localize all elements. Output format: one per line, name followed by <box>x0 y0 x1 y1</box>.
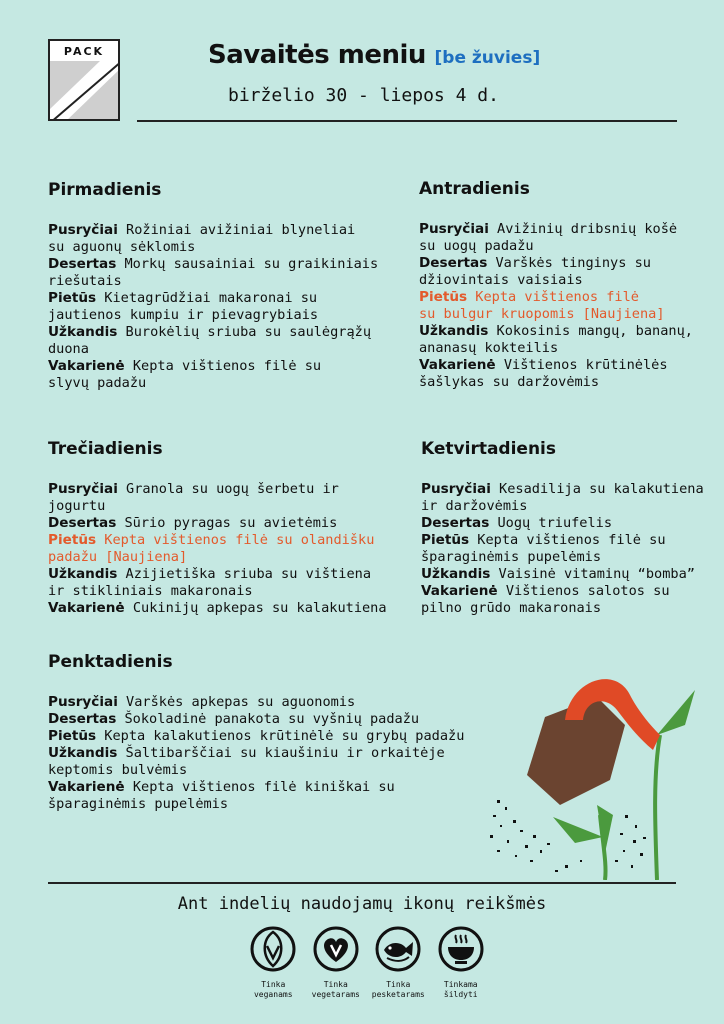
meal-label: Pietūs <box>48 728 97 744</box>
meal-text: slyvų padažu <box>48 375 147 391</box>
day-tuesday <box>419 179 693 391</box>
meal-line <box>48 549 387 566</box>
meal-line <box>48 711 464 728</box>
meal-label: Pusryčiai <box>48 481 118 497</box>
meal-line <box>419 255 693 272</box>
legend-item-pescatarian <box>367 926 430 1000</box>
meal-text: ir daržovėmis <box>421 498 528 514</box>
meal-label: Užkandis <box>419 323 489 339</box>
meal-line <box>419 272 693 289</box>
meal-text: ir stikliniais makaronais <box>48 583 253 599</box>
meal-line <box>48 694 464 711</box>
meal-line <box>419 221 693 238</box>
meal-line <box>48 728 464 745</box>
meal-line <box>419 323 693 340</box>
meal-text: Avižinių dribsnių košė <box>497 221 678 237</box>
meal-text: su uogų padažu <box>419 238 534 254</box>
meal-line <box>48 515 387 532</box>
legend-label-vegetarian: Tinka vegetarams <box>311 980 360 999</box>
meal-label: Pusryčiai <box>421 481 491 497</box>
meal-text: šašlykas su daržovėmis <box>419 374 600 390</box>
meal-line <box>48 375 378 392</box>
meal-text: Varškės tinginys su <box>495 255 651 271</box>
meal-text: Kepta vištienos filė su olandišku <box>104 532 375 548</box>
meal-text: Vištienos salotos su <box>505 583 670 599</box>
meal-line <box>419 357 693 374</box>
meal-text: šparaginėmis pupelėmis <box>48 796 229 812</box>
meal-label: Pusryčiai <box>419 221 489 237</box>
meal-text: Kepta vištienos filė <box>475 289 639 305</box>
meal-text: Kepta kalakutienos krūtinėlė su grybų padažu <box>104 728 465 744</box>
meal-line <box>419 374 693 391</box>
meal-line <box>421 498 704 515</box>
legend-label-vegan: Tinka veganams <box>253 980 293 999</box>
meal-line <box>419 289 693 306</box>
meal-text: pilno grūdo makaronais <box>421 600 602 616</box>
meal-text: Granola su uogų šerbetu ir <box>126 481 339 497</box>
meal-label: Vakarienė <box>48 600 125 616</box>
meal-line <box>421 481 704 498</box>
meal-text: Azijietiška sriuba su vištiena <box>125 566 372 582</box>
meal-line <box>421 515 704 532</box>
meal-line <box>48 324 378 341</box>
vegetarian-heart-icon <box>313 926 359 972</box>
meal-line <box>48 532 387 549</box>
meal-label: Užkandis <box>48 745 118 761</box>
meal-text: Rožiniai avižiniai blyneliai <box>126 222 356 238</box>
meal-text: riešutais <box>48 273 122 289</box>
meal-label: Pietūs <box>48 532 97 548</box>
meal-line <box>48 256 378 273</box>
meal-line <box>419 306 693 323</box>
meal-line <box>48 358 378 375</box>
meal-label: Desertas <box>48 515 117 531</box>
legend-label-heatable: Tinkama šildyti <box>443 980 478 999</box>
legend-divider <box>48 882 676 884</box>
meal-text: džiovintais vaisiais <box>419 272 583 288</box>
title-text: Savaitės meniu <box>208 40 426 70</box>
meal-text: Sūrio pyragas su avietėmis <box>124 515 338 531</box>
meal-text: Kepta vištienos filė su <box>132 358 322 374</box>
meal-text: Vištienos krūtinėlės <box>503 357 668 373</box>
meal-line <box>48 481 387 498</box>
meal-label: Vakarienė <box>421 583 498 599</box>
legend-title: Ant indelių naudojamų ikonų reikšmės <box>177 894 547 914</box>
meal-line <box>48 745 464 762</box>
meal-text: Vaisinė vitaminų “bomba” <box>498 566 695 582</box>
meal-line <box>421 566 704 583</box>
meal-label: Vakarienė <box>48 358 125 374</box>
meal-label: Vakarienė <box>419 357 496 373</box>
meal-line <box>421 549 704 566</box>
meal-line <box>48 273 378 290</box>
meal-text: Cukinijų apkepas su kalakutiena <box>132 600 387 616</box>
meal-label: Pietūs <box>48 290 97 306</box>
meal-text: Burokėlių sriuba su saulėgrąžų <box>125 324 372 340</box>
meal-text: Šokoladinė panakota su vyšnių padažu <box>124 711 420 727</box>
page-title <box>208 40 540 70</box>
date-range: birželio 30 - liepos 4 d. <box>228 85 499 106</box>
logo-text: PACK <box>63 45 105 58</box>
meal-text: su bulgur kruopomis [Naujiena] <box>419 306 665 322</box>
logo-stripes-icon <box>50 61 120 121</box>
meal-text: Varškės apkepas su aguonomis <box>126 694 356 710</box>
meal-text: ananasų kokteilis <box>419 340 559 356</box>
vegan-leaf-icon <box>250 926 296 972</box>
meal-label: Desertas <box>48 711 117 727</box>
day-heading: Trečiadienis <box>48 439 163 459</box>
meal-text: jautienos kumpiu ir pievagrybiais <box>48 307 319 323</box>
legend-item-heatable <box>430 926 493 1000</box>
fish-icon <box>375 926 421 972</box>
meal-line <box>419 238 693 255</box>
meal-line <box>48 239 378 256</box>
day-monday <box>48 180 378 392</box>
meal-line <box>48 796 464 813</box>
legend-icons <box>242 926 492 1000</box>
meal-text: Šaltibarščiai su kiaušiniu ir orkaitėje <box>125 745 445 761</box>
meal-text: Uogų triufelis <box>497 515 613 531</box>
meal-text: Kietagrūdžiai makaronai su <box>104 290 318 306</box>
day-wednesday <box>48 439 387 617</box>
day-heading: Antradienis <box>419 179 530 199</box>
meal-label: Užkandis <box>421 566 491 582</box>
heating-bowl-icon <box>438 926 484 972</box>
meal-label: Pietūs <box>419 289 468 305</box>
meal-label: Pietūs <box>421 532 470 548</box>
meal-line <box>48 290 378 307</box>
meal-line <box>419 340 693 357</box>
meal-text: su aguonų sėklomis <box>48 239 196 255</box>
meal-line <box>48 779 464 796</box>
meal-line <box>421 583 704 600</box>
meal-text: duona <box>48 341 89 357</box>
meal-line <box>48 307 378 324</box>
day-thursday <box>421 439 704 617</box>
meal-label: Desertas <box>419 255 488 271</box>
meal-text: Kokosinis mangų, bananų, <box>496 323 693 339</box>
meal-label: Desertas <box>48 256 117 272</box>
day-heading: Pirmadienis <box>48 180 162 200</box>
plant-illustration <box>485 665 700 880</box>
meal-label: Pusryčiai <box>48 694 118 710</box>
meal-text: Kepta vištienos filė su <box>477 532 666 548</box>
meal-label: Pusryčiai <box>48 222 118 238</box>
meal-line <box>421 532 704 549</box>
meal-line <box>421 600 704 617</box>
meal-line <box>48 600 387 617</box>
legend-item-vegetarian <box>305 926 368 1000</box>
meal-line <box>48 583 387 600</box>
meal-text: keptomis bulvėmis <box>48 762 188 778</box>
meal-text: Kepta vištienos filė kiniškai su <box>132 779 395 795</box>
meal-line <box>48 762 464 779</box>
day-friday <box>48 652 464 813</box>
meal-line <box>48 498 387 515</box>
meal-text: jogurtu <box>48 498 106 514</box>
day-heading: Penktadienis <box>48 652 173 672</box>
meal-line <box>48 222 378 239</box>
meal-line <box>48 566 387 583</box>
pack-logo <box>48 39 120 121</box>
meal-text: šparaginėmis pupelėmis <box>421 549 602 565</box>
day-heading: Ketvirtadienis <box>421 439 556 459</box>
meal-text: Kesadilija su kalakutiena <box>499 481 704 497</box>
meal-label: Vakarienė <box>48 779 125 795</box>
header-divider <box>137 120 677 122</box>
meal-text: padažu [Naujiena] <box>48 549 188 565</box>
legend-item-vegan <box>242 926 305 1000</box>
meal-line <box>48 341 378 358</box>
meal-label: Užkandis <box>48 566 118 582</box>
title-tag: [be žuvies] <box>434 48 541 68</box>
meal-label: Užkandis <box>48 324 118 340</box>
meal-label: Desertas <box>421 515 490 531</box>
meal-text: Morkų sausainiai su graikiniais <box>124 256 379 272</box>
legend-label-pescatarian: Tinka pesketarams <box>371 980 425 999</box>
